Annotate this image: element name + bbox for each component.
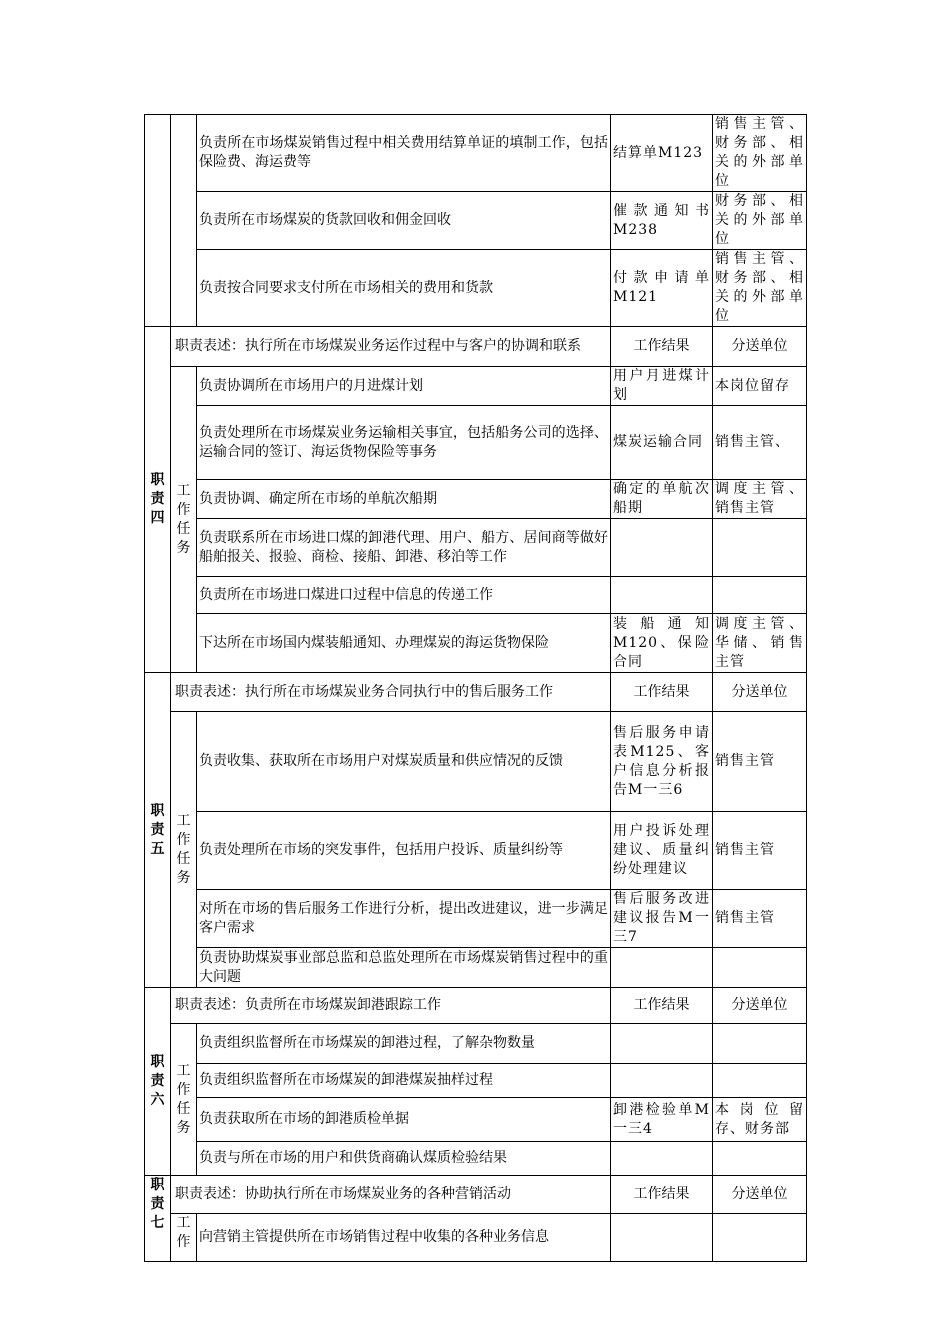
- table-row: [145, 948, 807, 988]
- task-distribution: 销售主管: [713, 890, 807, 948]
- task-description: 负责所在市场煤炭销售过程中相关费用结算单证的填制工作，包括保险费、海运费等: [197, 115, 611, 192]
- task-result: 售后服务申请表M125、客户信息分析报告M一三6: [611, 712, 713, 812]
- distribution-header: 分送单位: [713, 988, 807, 1024]
- table-row: [145, 115, 807, 192]
- task-description: 负责协调所在市场用户的月进煤计划: [197, 367, 611, 406]
- table-row: [145, 250, 807, 327]
- task-description: 向营销主管提供所在市场销售过程中收集的各种业务信息: [197, 1214, 611, 1262]
- task-description: 下达所在市场国内煤装船通知、办理煤炭的海运货物保险: [197, 614, 611, 673]
- table-row: [145, 1142, 807, 1176]
- task-distribution: [713, 948, 807, 988]
- task-result: 售后服务改进建议报告M一三7: [611, 890, 713, 948]
- table-row: [145, 519, 807, 577]
- task-distribution: [713, 1064, 807, 1098]
- distribution-header: 分送单位: [713, 673, 807, 712]
- task-result: 卸港检验单M一三4: [611, 1098, 713, 1142]
- duty-description: 职责表述：负责所在市场煤炭卸港跟踪工作: [171, 988, 611, 1024]
- distribution-header: 分送单位: [713, 327, 807, 367]
- duty-label-cell: [145, 115, 171, 327]
- table-row: [145, 367, 807, 406]
- task-result: 付款申请单M121: [611, 250, 713, 327]
- task-description: 对所在市场的售后服务工作进行分析，提出改进建议，进一步满足客户需求: [197, 890, 611, 948]
- table-row: [145, 1024, 807, 1064]
- duty-description: 职责表述：协助执行所在市场煤炭业务的各种营销活动: [171, 1176, 611, 1214]
- duty-description: 职责表述：执行所在市场煤炭业务合同执行中的售后服务工作: [171, 673, 611, 712]
- table-row: [145, 614, 807, 673]
- result-header: 工作结果: [611, 988, 713, 1024]
- duty-label: 职责七: [145, 1176, 171, 1262]
- task-distribution: 财务部、相关的外部单位: [713, 192, 807, 250]
- task-description: 负责与所在市场的用户和供货商确认煤质检验结果: [197, 1142, 611, 1176]
- task-distribution: 销售主管、财务部、相关的外部单位: [713, 250, 807, 327]
- task-result: [611, 1024, 713, 1064]
- table-row: [145, 712, 807, 812]
- task-distribution: 调度主管、销售主管: [713, 480, 807, 519]
- task-description: 负责组织监督所在市场煤炭的卸港煤炭抽样过程: [197, 1064, 611, 1098]
- task-result: 装船通知M120、保险合同: [611, 614, 713, 673]
- task-result: [611, 577, 713, 614]
- task-result: 用户月进煤计划: [611, 367, 713, 406]
- task-result: 催款通知书M238: [611, 192, 713, 250]
- distribution-header: 分送单位: [713, 1176, 807, 1214]
- task-label: 工作: [171, 1214, 197, 1262]
- table-row: [145, 1064, 807, 1098]
- task-distribution: 本岗位留存、财务部: [713, 1098, 807, 1142]
- duty-description: 职责表述：执行所在市场煤炭业务运作过程中与客户的协调和联系: [171, 327, 611, 367]
- table-row: [145, 890, 807, 948]
- table-row: [145, 812, 807, 890]
- task-description: 负责处理所在市场煤炭业务运输相关事宜，包括船务公司的选择、运输合同的签订、海运货物保险等事务: [197, 406, 611, 480]
- task-distribution: [713, 1142, 807, 1176]
- table-row: [145, 577, 807, 614]
- duty-header-row: [145, 673, 807, 712]
- task-result: [611, 948, 713, 988]
- task-distribution: [713, 1024, 807, 1064]
- task-description: 负责协调、确定所在市场的单航次船期: [197, 480, 611, 519]
- task-distribution: 销售主管、财务部、相关的外部单位: [713, 115, 807, 192]
- task-description: 负责获取所在市场的卸港质检单据: [197, 1098, 611, 1142]
- duty-header-row: [145, 988, 807, 1024]
- task-result: 用户投诉处理建议、质量纠纷处理建议: [611, 812, 713, 890]
- task-distribution: 调度主管、华储、销售主管: [713, 614, 807, 673]
- result-header: 工作结果: [611, 1176, 713, 1214]
- task-result: [611, 519, 713, 577]
- task-result: [611, 1064, 713, 1098]
- table-row: [145, 1098, 807, 1142]
- duty-label: 职责六: [145, 988, 171, 1176]
- task-label: 工作任务: [171, 1024, 197, 1176]
- task-label: 工作任务: [171, 367, 197, 673]
- task-description: 负责联系所在市场进口煤的卸港代理、用户、船方、居间商等做好船舶报关、报验、商检、接船、卸港、移泊等工作: [197, 519, 611, 577]
- task-description: 负责所在市场进口煤进口过程中信息的传递工作: [197, 577, 611, 614]
- table-row: [145, 1214, 807, 1262]
- table-row: [145, 192, 807, 250]
- task-result: [611, 1214, 713, 1262]
- result-header: 工作结果: [611, 673, 713, 712]
- duty-label: 职责五: [145, 673, 171, 988]
- task-label-cell: [171, 115, 197, 327]
- duty-table: [144, 114, 807, 1262]
- table-row: [145, 406, 807, 480]
- task-label: 工作任务: [171, 712, 197, 988]
- task-distribution: [713, 1214, 807, 1262]
- task-description: 负责协助煤炭事业部总监和总监处理所在市场煤炭销售过程中的重大问题: [197, 948, 611, 988]
- task-description: 负责收集、获取所在市场用户对煤炭质量和供应情况的反馈: [197, 712, 611, 812]
- task-description: 负责所在市场煤炭的货款回收和佣金回收: [197, 192, 611, 250]
- task-distribution: 销售主管、: [713, 406, 807, 480]
- result-header: 工作结果: [611, 327, 713, 367]
- task-description: 负责组织监督所在市场煤炭的卸港过程，了解杂物数量: [197, 1024, 611, 1064]
- duty-label: 职责四: [145, 327, 171, 673]
- duty-header-row: [145, 327, 807, 367]
- task-result: 结算单M123: [611, 115, 713, 192]
- task-result: [611, 1142, 713, 1176]
- task-description: 负责处理所在市场的突发事件，包括用户投诉、质量纠纷等: [197, 812, 611, 890]
- task-distribution: [713, 519, 807, 577]
- task-distribution: 销售主管: [713, 812, 807, 890]
- duty-header-row: [145, 1176, 807, 1214]
- task-distribution: 销售主管: [713, 712, 807, 812]
- table-row: [145, 480, 807, 519]
- task-result: 煤炭运输合同: [611, 406, 713, 480]
- task-distribution: [713, 577, 807, 614]
- task-result: 确定的单航次船期: [611, 480, 713, 519]
- task-description: 负责按合同要求支付所在市场相关的费用和货款: [197, 250, 611, 327]
- task-distribution: 本岗位留存: [713, 367, 807, 406]
